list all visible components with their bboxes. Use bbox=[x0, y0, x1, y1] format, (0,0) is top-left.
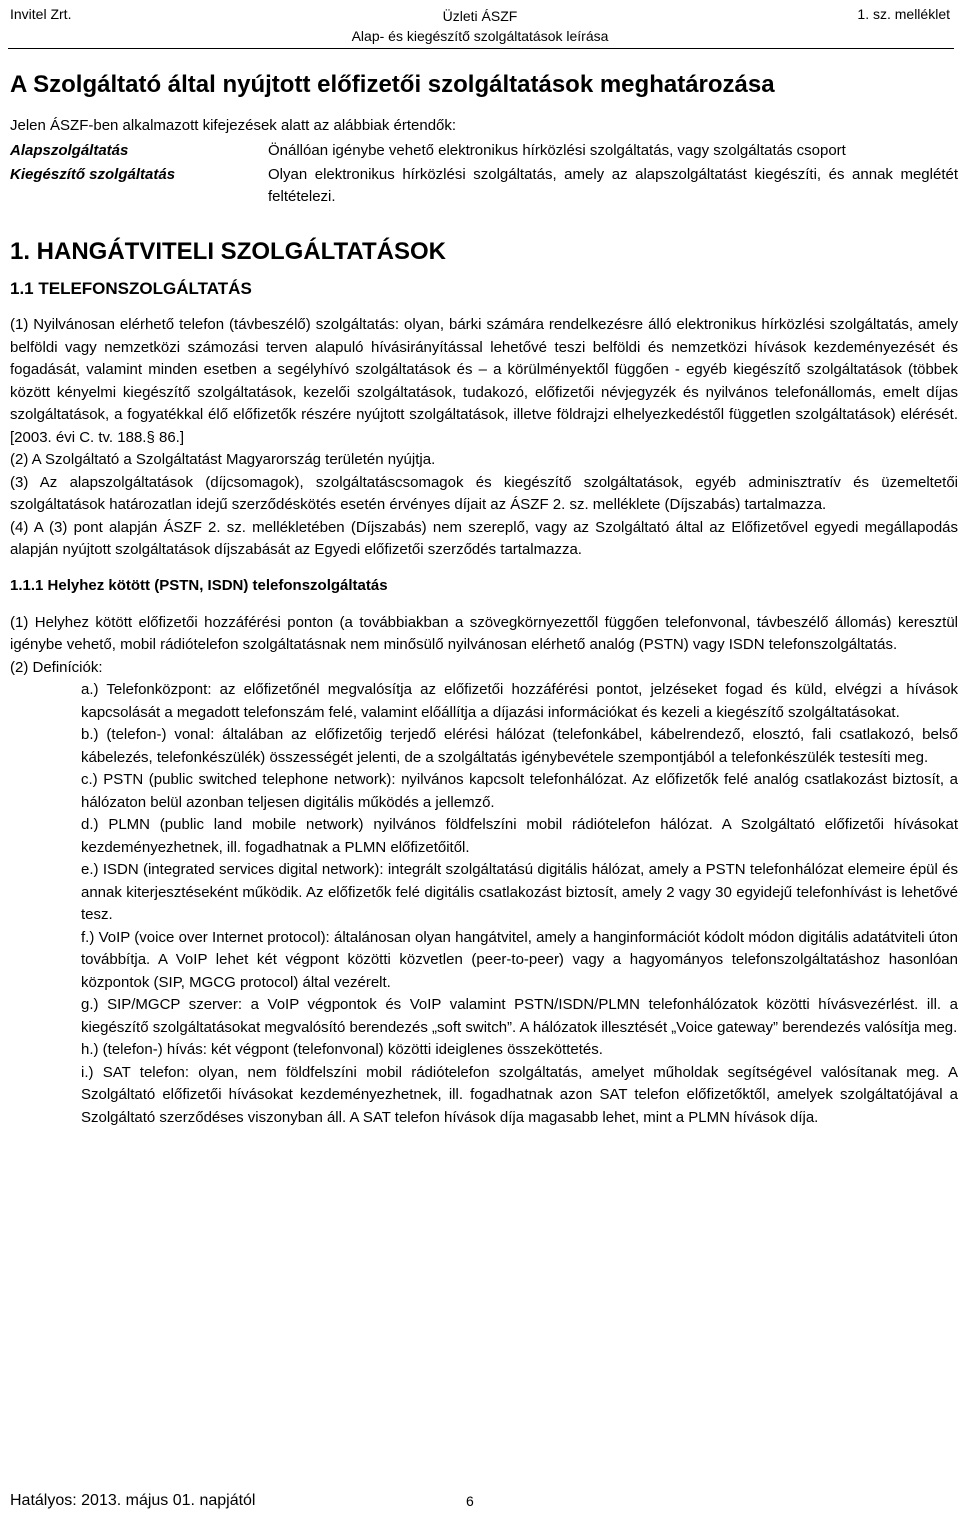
paragraph: (2) A Szolgáltató a Szolgáltatást Magyarország területén nyújtja. bbox=[10, 451, 436, 468]
paragraph: (1) Nyilvánosan elérhető telefon (távbeszélő) szolgáltatás: olyan, bárki számára rendelkezésre álló elektronikus hírközlési szolgáltatás, amely belföldi vagy nemzetközi számozási terven alapuló hívásirányítással lehetővé teszi belföldi és nemzetközi hívások kezdeményezését és fogadását, valamint minden esetben a segélyhívó szolgáltatások és – a körülményektől függően - egyéb kiegészítő szolgáltatások (többek között kényelmi kiegészítő szolgáltatások, kezelői szolgáltatások, tudakozó, előfizetői névjegyzék és nyilvános telefonállomás, emelt díjas szolgáltatások, a fogyatékkal élő előfizetők részére nyújtott szolgáltatások, illetve földrajzi elhelyezkedéstől független szolgáltatások) elérését. [2003. évi C. tv. 188.§ 86.] bbox=[10, 316, 958, 446]
definition-term: Alapszolgáltatás bbox=[10, 142, 129, 159]
header-company: Invitel Zrt. bbox=[10, 6, 72, 22]
definition-desc: Olyan elektronikus hírközlési szolgáltatás, amely az alapszolgáltatást kiegészíti, és annak meglétét feltételezi. bbox=[268, 166, 958, 205]
list-item: b.) (telefon-) vonal: általában az előfizetőig terjedő elérési hálózat (telefonkábel, kábelrendező, elosztó, fali csatlakozó, belső kábelezés, telefonkészülék) összességét jelenti, de a szolgáltatás igénybevétele szempontjából a telefonkészülék testesíti meg. bbox=[81, 726, 958, 766]
header-doc-title: Üzleti ÁSZF bbox=[442, 8, 518, 24]
paragraph: (3) Az alapszolgáltatások (díjcsomagok), szolgáltatáscsomagok és kiegészítő szolgáltatások, egyéb adminisztratív és üzemeltetői szolgáltatások határozatlan idejű szerződéskötés esetén érvényes díjait az ÁSZF 2. sz. melléklete (Díjszabás) tartalmazza. bbox=[10, 473, 958, 513]
list-item: e.) ISDN (integrated services digital network): integrált szolgáltatású digitális hálózat, amely a PSTN telefonhálózat elemeire épül és annak kiterjesztéseként működik. Az előfizetők felé digitális csatlakozást biztosít, amely 2 vagy 30 egyidejű telefonhívást is lehetővé tesz. bbox=[81, 861, 958, 923]
header-divider bbox=[8, 48, 954, 49]
list-item: i.) SAT telefon: olyan, nem földfelszíni mobil rádiótelefon szolgáltatás, amelyet műholdak segítségével valósítanak meg. A Szolgáltató előfizetői hívásokat kezdeményezhetnek, ill. fogadhatnak azon SAT telefon előfizetőktől, amelyek szolgáltatójával a Szolgáltató szerződéses viszonyban áll. A SAT telefon hívások díja magasabb lehet, mint a PLMN hívások díja. bbox=[81, 1063, 958, 1126]
definitions-table bbox=[10, 140, 958, 210]
paragraph: (1) Helyhez kötött előfizetői hozzáférési ponton (a továbbiakban a szövegkörnyezettől függően telefonvonal, távbeszélő állomás) keresztül igénybe vehető, mobil rádiótelefon szolgáltatásnak nem minősülő nyilvánosan elérhető analóg (PSTN) vagy ISDN telefonszolgáltatás. bbox=[10, 613, 958, 653]
list-item: d.) PLMN (public land mobile network) nyilvános földfelszíni mobil rádiótelefon hálózat. A Szolgáltató előfizetői hívásokat kezdeményezhetnek, ill. fogadhatnak a PLMN előfizetőitől. bbox=[81, 816, 958, 856]
header-annex: 1. sz. melléklet bbox=[857, 6, 950, 22]
subsection-heading: 1.1 TELEFONSZOLGÁLTATÁS bbox=[10, 279, 252, 298]
paragraph: (2) Definíciók: bbox=[10, 658, 103, 676]
list-item: a.) Telefonközpont: az előfizetőnél megvalósítja az előfizetői hozzáférési pontot, jelzéseket fogad és küld, elvégzi a hívások kapcsolását a megadott telefonszám felé, valamint előállítja a díjazási információkat és kezeli a kiegészítő szolgáltatásokat. bbox=[81, 681, 958, 721]
list-item: c.) PSTN (public switched telephone network): nyilvános kapcsolt telefonhálózat. Az előfizetők felé analóg csatlakozást biztosít, a hálózaton belül azonban teljesen digitális működés a jellemző. bbox=[81, 771, 958, 811]
page-header bbox=[0, 0, 960, 50]
page-title: A Szolgáltató által nyújtott előfizetői szolgáltatások meghatározása bbox=[10, 71, 775, 98]
section-heading: 1. HANGÁTVITELI SZOLGÁLTATÁSOK bbox=[10, 238, 446, 265]
list-item: g.) SIP/MGCP szerver: a VoIP végpontok és VoIP valamint PSTN/ISDN/PLMN telefonhálózatok közötti hívásvezérlést. ill. a kiegészítő szolgáltatásokat megvalósító berendezés „soft switch”. A hálózatok illesztését „Voice gateway” berendezés valósítja meg. bbox=[81, 996, 958, 1036]
intro-text: Jelen ÁSZF-ben alkalmazott kifejezések alatt az alábbiak értendők: bbox=[10, 117, 457, 134]
list-item: h.) (telefon-) hívás: két végpont (telefonvonal) közötti ideiglenes összeköttetés. bbox=[81, 1041, 603, 1058]
list-item: f.) VoIP (voice over Internet protocol): általánosan olyan hangátvitel, amely a hanginformációt kódolt módon digitális adatátviteli úton továbbítja. A VoIP lehet két végpont közötti közvetlen (peer-to-peer) vagy a hagyományos telefonszolgáltatáshoz hasonlóan központok (SIP, MGCG protocol) által vezérelt. bbox=[81, 928, 958, 991]
definition-desc: Önállóan igénybe vehető elektronikus hírközlési szolgáltatás, vagy szolgáltatás csoport bbox=[268, 142, 846, 159]
header-doc-subtitle: Alap- és kiegészítő szolgáltatások leírása bbox=[351, 28, 609, 44]
page-number: 6 bbox=[466, 1493, 474, 1509]
paragraph: (4) A (3) pont alapján ÁSZF 2. sz. mellékletében (Díjszabás) nem szereplő, vagy az Szolgáltató által az Előfizetővel egyedi megállapodás alapján nyújtott szolgáltatások díjszabását az Egyedi előfizetői szerződés tartalmazza. bbox=[10, 518, 958, 558]
subsubsection-heading: 1.1.1 Helyhez kötött (PSTN, ISDN) telefonszolgáltatás bbox=[10, 576, 388, 594]
definition-list bbox=[81, 679, 958, 1129]
document-body bbox=[10, 68, 958, 1129]
definition-term: Kiegészítő szolgáltatás bbox=[10, 166, 176, 183]
footer-effective-date: Hatályos: 2013. május 01. napjától bbox=[10, 1492, 256, 1509]
header-center bbox=[0, 6, 960, 46]
